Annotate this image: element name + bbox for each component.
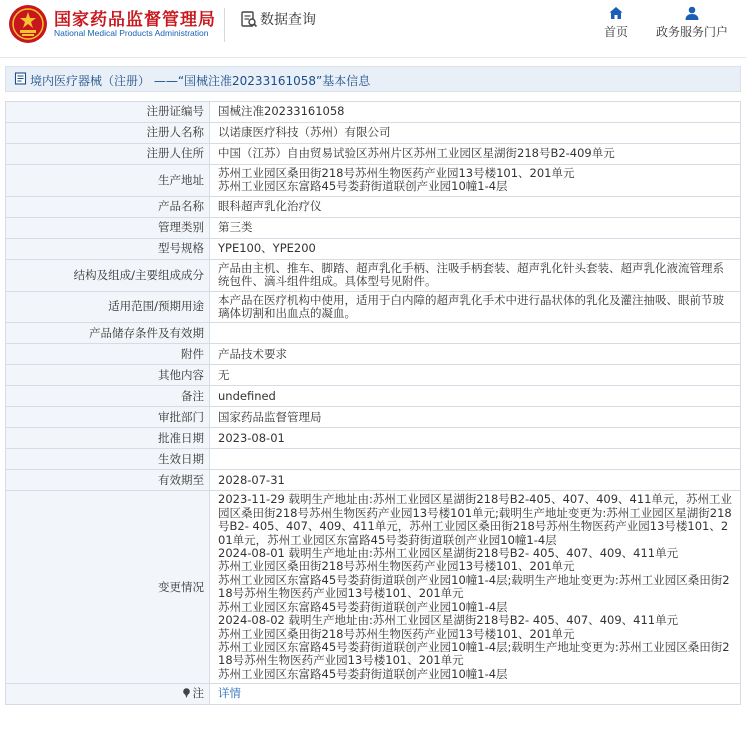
header-rule [0, 57, 746, 58]
table-row [6, 491, 741, 684]
field-value-text: 2028-07-31 [218, 472, 285, 487]
detail-table [5, 101, 741, 705]
field-value-line: 苏州工业园区桑田街218号苏州生物医药产业园13号楼101、201单元 [218, 166, 575, 180]
field-value-text: 产品由主机、推车、脚踏、超声乳化手柄、注吸手柄套装、超声乳化针头套装、超声乳化液流管理系统包件、滴斗组件组成。具体型号见附件。 [218, 260, 724, 289]
field-label-text: 生产地址 [158, 172, 204, 187]
field-value [210, 365, 741, 386]
field-label [6, 144, 210, 165]
field-value [210, 491, 741, 684]
breadcrumb [5, 66, 741, 92]
field-label-text: 注册人名称 [146, 125, 204, 140]
table-row [6, 217, 741, 238]
table-row [6, 386, 741, 407]
field-value-text: 2023-08-01 [218, 430, 285, 445]
field-value [210, 470, 741, 491]
field-label [6, 123, 210, 144]
field-value [210, 407, 741, 428]
field-label [6, 449, 210, 470]
field-label-text: 注册人住所 [146, 146, 204, 161]
field-value-line: 2024-08-02 载明生产地址由:苏州工业园区星湖街218号B2- 405、407、409、411单元 [218, 613, 679, 628]
field-label [6, 386, 210, 407]
field-value-line: 苏州工业园区东富路45号娄葑街道联创产业园10幢1-4层;载明生产地址变更为:苏州工业园区桑田街218号苏州生物医药产业园13号楼101、201单元 [218, 639, 730, 668]
field-label [6, 323, 210, 344]
field-label-text: 注册证编号 [146, 104, 204, 119]
table-row [6, 238, 741, 259]
site-title-en: National Medical Products Administration [54, 28, 209, 38]
field-label-text: 产品名称 [158, 199, 204, 214]
field-label-text: 生效日期 [158, 451, 204, 466]
field-value-text: undefined [218, 388, 276, 403]
table-row [6, 344, 741, 365]
table-row [6, 102, 741, 123]
field-label [6, 102, 210, 123]
field-value [210, 428, 741, 449]
table-row [6, 259, 741, 291]
table-row [6, 684, 741, 705]
table-row [6, 196, 741, 217]
field-value-line: 苏州工业园区东富路45号娄葑街道联创产业园10幢1-4层 [218, 666, 508, 681]
field-label [6, 684, 210, 705]
field-label [6, 291, 210, 323]
field-label-text: 结构及组成/主要组成成分 [73, 267, 204, 282]
field-value [210, 165, 741, 197]
field-value [210, 449, 741, 470]
details-link[interactable]: 详情 [218, 686, 241, 701]
field-value [210, 102, 741, 123]
field-label-text: 管理类别 [158, 220, 204, 235]
field-value [210, 386, 741, 407]
field-label [6, 196, 210, 217]
nav-services-portal[interactable] [652, 4, 732, 44]
header-divider [224, 8, 225, 42]
pin-icon [182, 688, 191, 698]
field-value-line: 苏州工业园区桑田街218号苏州生物医药产业园13号楼101、201单元 [218, 626, 575, 641]
field-value [210, 291, 741, 323]
national-emblem-icon [8, 4, 48, 44]
page-title: 数据查询 [260, 12, 316, 28]
field-label [6, 344, 210, 365]
field-label [6, 491, 210, 684]
data-query-icon [240, 10, 258, 28]
breadcrumb-text: 境内医疗器械（注册） ——“国械注准20233161058”基本信息 [30, 74, 371, 88]
field-label-text: 批准日期 [158, 430, 204, 445]
field-label-text: 审批部门 [158, 409, 204, 424]
document-icon [14, 72, 27, 85]
field-value [210, 238, 741, 259]
field-value-line: 苏州工业园区桑田街218号苏州生物医药产业园13号楼101、201单元 [218, 559, 575, 574]
table-row [6, 123, 741, 144]
field-value [210, 344, 741, 365]
field-label [6, 259, 210, 291]
field-value-line: 苏州工业园区东富路45号娄葑街道联创产业园10幢1-4层 [218, 599, 508, 614]
table-row [6, 144, 741, 165]
field-label [6, 217, 210, 238]
field-value [210, 144, 741, 165]
nav-services-label: 政务服务门户 [655, 25, 728, 39]
field-value [210, 196, 741, 217]
table-row [6, 365, 741, 386]
field-value-line: 2024-08-01 载明生产地址由:苏州工业园区星湖街218号B2- 405、407、409、411单元 [218, 546, 679, 561]
field-label-text: 附件 [181, 346, 204, 361]
field-value-text: 产品技术要求 [218, 346, 287, 361]
field-label [6, 428, 210, 449]
field-label-text: 变更情况 [158, 579, 204, 594]
table-row [6, 449, 741, 470]
site-header [0, 0, 746, 58]
field-value-text: 本产品在医疗机构中使用，适用于白内障的超声乳化手术中进行晶状体的乳化及灌注抽吸、眼前节玻璃体切割和出血点的凝血。 [218, 292, 724, 321]
field-label-text: 产品储存条件及有效期 [89, 325, 204, 340]
field-value-text: 第三类 [218, 220, 253, 235]
field-label-text: 注 [192, 686, 204, 701]
field-value-text: 国械注准20233161058 [218, 104, 345, 119]
field-label-text: 型号规格 [158, 241, 204, 256]
field-value [210, 684, 741, 705]
field-label-text: 备注 [181, 388, 204, 403]
field-value-text: 国家药品监督管理局 [218, 409, 322, 424]
field-label [6, 365, 210, 386]
nav-home-label: 首页 [603, 25, 628, 39]
table-row [6, 470, 741, 491]
field-value [210, 123, 741, 144]
table-row [6, 407, 741, 428]
site-title-cn: 国家药品监督管理局 [54, 10, 216, 30]
field-label-text: 适用范围/预期用途 [108, 299, 204, 314]
table-row [6, 165, 741, 197]
home-icon [608, 5, 624, 21]
table-row [6, 291, 741, 323]
field-value-text: 以诺康医疗科技（苏州）有限公司 [218, 125, 391, 140]
field-label [6, 238, 210, 259]
field-value-text: 眼科超声乳化治疗仪 [218, 199, 322, 214]
field-value-text: YPE100、YPE200 [218, 241, 316, 256]
field-value [210, 217, 741, 238]
field-value-text: 中国（江苏）自由贸易试验区苏州片区苏州工业园区星湖街218号B2-409单元 [218, 146, 615, 161]
field-label-text: 有效期至 [158, 472, 204, 487]
field-value-line: 苏州工业园区东富路45号娄葑街道联创产业园10幢1-4层 [218, 179, 508, 194]
nav-home[interactable] [598, 4, 634, 44]
field-value-line: 苏州工业园区东富路45号娄葑街道联创产业园10幢1-4层;载明生产地址变更为:苏州工业园区桑田街218号苏州生物医药产业园13号楼101、201单元 [218, 572, 730, 601]
table-row [6, 323, 741, 344]
field-value-line: 2023-11-29 载明生产地址由:苏州工业园区星湖街218号B2-405、407、409、411单元，苏州工业园区桑田街218号苏州生物医药产业园13号楼101单元;载明生产地址变更为:苏州工业园区星湖街218号B2- 405、407、409、411单元，苏州工业园区桑田街218号苏州生物医药产业园13号楼101、201单元，苏州工业园区东富路45号娄葑街道联创产业园10幢1-4层 [218, 492, 732, 547]
field-label [6, 165, 210, 197]
field-label [6, 470, 210, 491]
table-row [6, 428, 741, 449]
user-icon [684, 5, 700, 21]
field-value [210, 259, 741, 291]
field-label-text: 其他内容 [158, 367, 204, 382]
field-value-text: 无 [218, 367, 230, 382]
field-value [210, 323, 741, 344]
field-label [6, 407, 210, 428]
